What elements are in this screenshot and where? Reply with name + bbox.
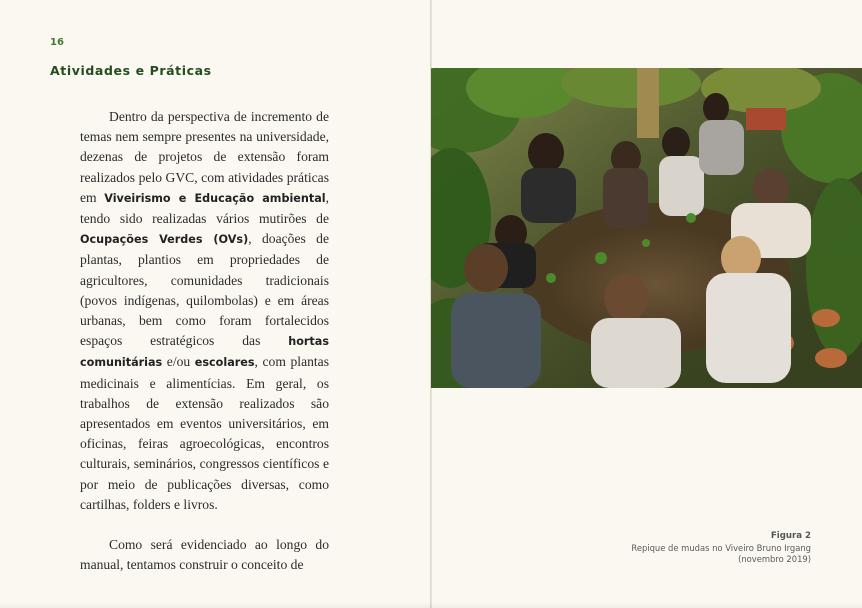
highlight-ocupacoes-verdes: Ocupações Verdes (OVs) (80, 233, 249, 247)
body-text (80, 107, 329, 575)
section-title: Atividades e Práticas (50, 63, 212, 78)
text-run: , com plantas medicinais e alimentícias. Em geral, os trabalhos de extensão realizados são apresentados em eventos universitários, em oficinas, feiras agroecológicas, encontros culturais, seminários, congressos científicos e por meio de publicações diversas, como cartilhas, folders e livros. (80, 354, 330, 512)
text-run: , doações de plantas, plantios em propriedades de agricultores, comunidades tradicionais (povos indígenas, quilombolas) e em áreas urbanas, bem como foram fortalecidos espaços estratégicos das (80, 231, 329, 349)
left-page (0, 0, 430, 608)
highlight-escolares: escolares (194, 356, 255, 370)
figure-photo (431, 68, 862, 388)
caption-line-2: (novembro 2019) (738, 554, 811, 564)
caption-line-1: Repique de mudas no Viveiro Bruno Irgang (631, 542, 811, 553)
paragraph-1 (80, 107, 329, 515)
page-bottom-shadow (0, 602, 862, 608)
text-run: e/ou (162, 354, 195, 370)
paragraph-2: Como será evidenciado ao longo do manual, tentamos construir o conceito de (80, 537, 329, 573)
text-run: , tendo sido realizadas vários mutirões de (80, 189, 329, 227)
figure-caption (551, 531, 811, 566)
page-number: 16 (50, 37, 64, 48)
figure-label: Figura 2 (770, 531, 811, 541)
highlight-hortas-comunitarias: hortas comunitárias (80, 335, 329, 370)
highlight-viveirismo: Viveirismo e Educação ambiental (104, 191, 326, 205)
text-run: Dentro da perspectiva de incremento de temas nem sempre presentes na universidade, dezenas de projetos de extensão foram realizados pelo GVC, com atividades práticas em (80, 109, 329, 205)
photo-illustration (431, 68, 862, 388)
